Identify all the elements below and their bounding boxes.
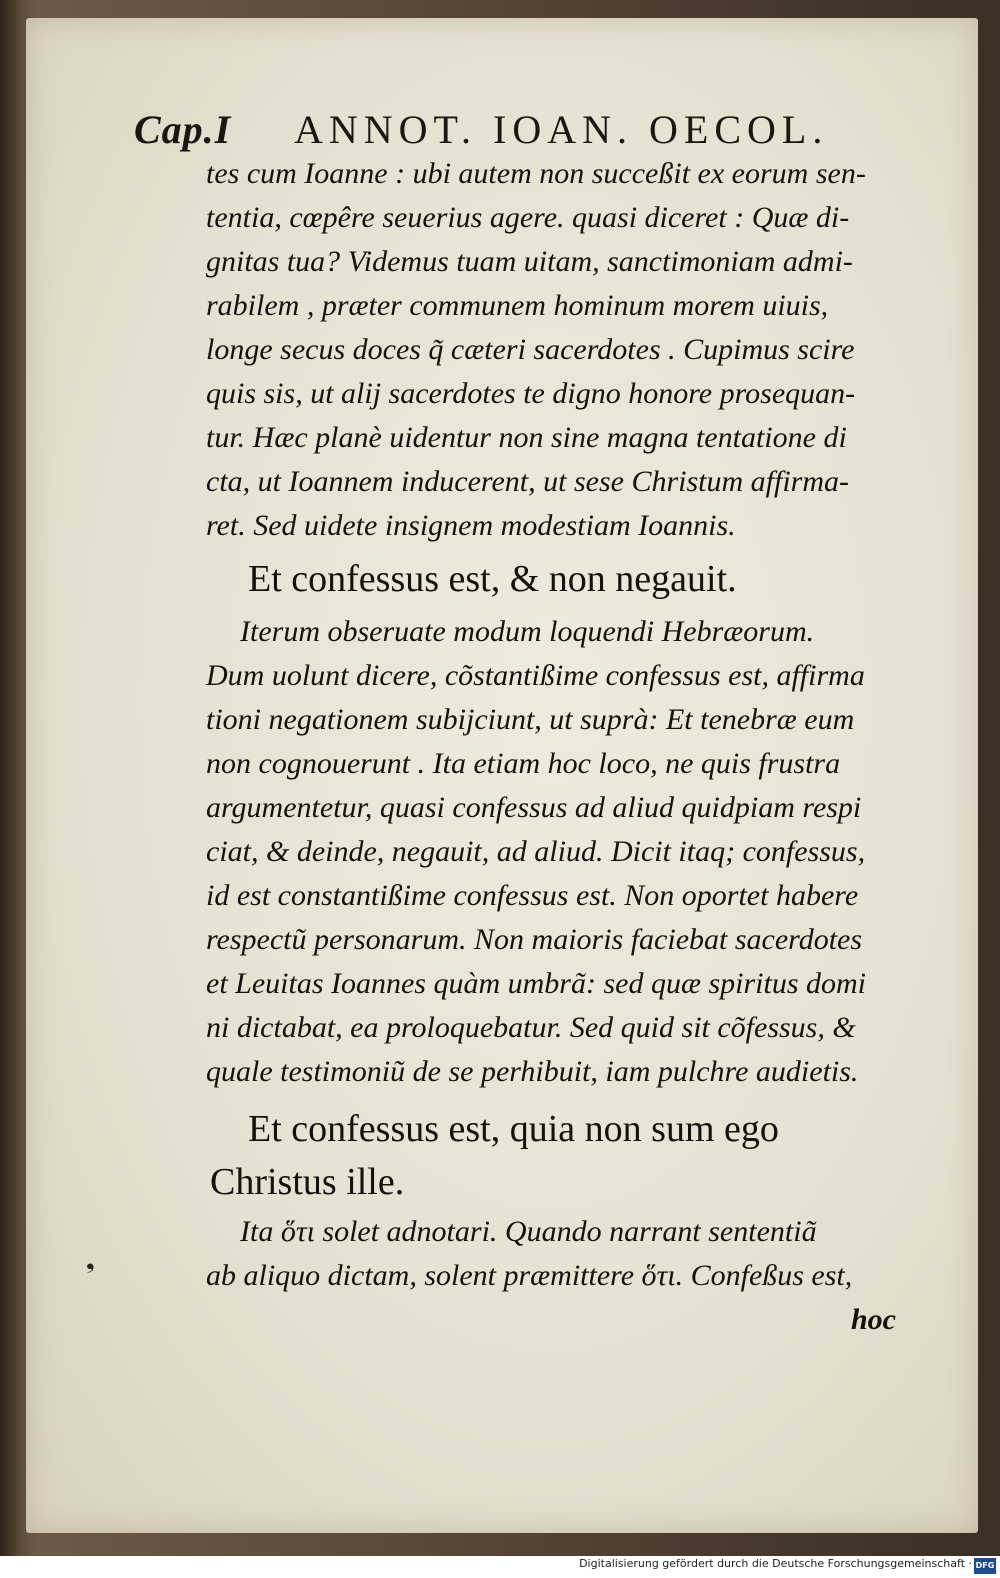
text-line: id est constantißime confessus est. Non oportet habere (206, 879, 859, 912)
text-line: ret. Sed uidete insignem modestiam Ioannis. (206, 509, 736, 542)
dfg-logo-badge[interactable]: DFG (974, 1558, 996, 1574)
catchword: hoc (851, 1303, 896, 1336)
text-line: Dum uolunt dicere, cõstantißime confessus est, affirma (206, 659, 865, 692)
text-line: quis sis, ut alij sacerdotes te digno honore prosequan- (206, 377, 856, 410)
lemma-heading: Et confessus est, quia non sum ego (248, 1108, 779, 1150)
text-line: tur. Hæc planè uidentur non sine magna tentatione di (206, 421, 847, 454)
text-line: ciat, & deinde, negauit, ad aliud. Dicit itaq; confessus, (206, 835, 866, 868)
text-line: non cognouerunt . Ita etiam hoc loco, ne quis frustra (206, 747, 841, 780)
lemma-heading-continued: Christus ille. (210, 1161, 405, 1203)
text-line: tes cum Ioanne : ubi autem non succeßit ex eorum sen- (206, 157, 866, 190)
text-line: Ita ὅτι solet adnotari. Quando narrant sententiã (240, 1215, 817, 1248)
lemma-heading: Et confessus est, & non negauit. (248, 558, 737, 600)
text-line: cta, ut Ioannem inducerent, ut sese Christum affirma- (206, 465, 849, 498)
text-line: argumentetur, quasi confessus ad aliud quidpiam respi (206, 791, 862, 824)
text-line: gnitas tua? Videmus tuam uitam, sanctimoniam admi- (206, 245, 853, 278)
text-line: rabilem , præter communem hominum morem uiuis, (206, 289, 829, 322)
text-line: tentia, cœpêre seuerius agere. quasi diceret : Quæ di- (206, 201, 850, 234)
running-title: ANNOT. IOAN. OECOL. (294, 107, 829, 152)
footer-credit: Digitalisierung gefördert durch die Deutsche Forschungsgemeinschaft · (579, 1557, 972, 1570)
text-line: quale testimoniũ de se perhibuit, iam pulchre audietis. (206, 1055, 859, 1088)
text-line: ab aliquo dictam, solent præmittere ὅτι. Confeßus est, (206, 1259, 853, 1292)
text-line: ni dictabat, ea proloquebatur. Sed quid sit cõfessus, & (206, 1011, 856, 1044)
chapter-label: Cap.I (134, 107, 232, 152)
text-line: longe secus doces q̃ cæteri sacerdotes . Cupimus scire (206, 333, 855, 366)
main-text (206, 152, 896, 1342)
margin-mark-icon: ❟ (86, 1248, 95, 1273)
text-line: et Leuitas Ioannes quàm umbrã: sed quæ spiritus domi (206, 967, 866, 1000)
text-line: respectũ personarum. Non maioris faciebat sacerdotes (206, 923, 863, 956)
text-line: Iterum obseruate modum loquendi Hebræorum. (240, 615, 815, 648)
text-line: tioni negationem subijciunt, ut suprà: Et tenebræ eum (206, 703, 855, 736)
